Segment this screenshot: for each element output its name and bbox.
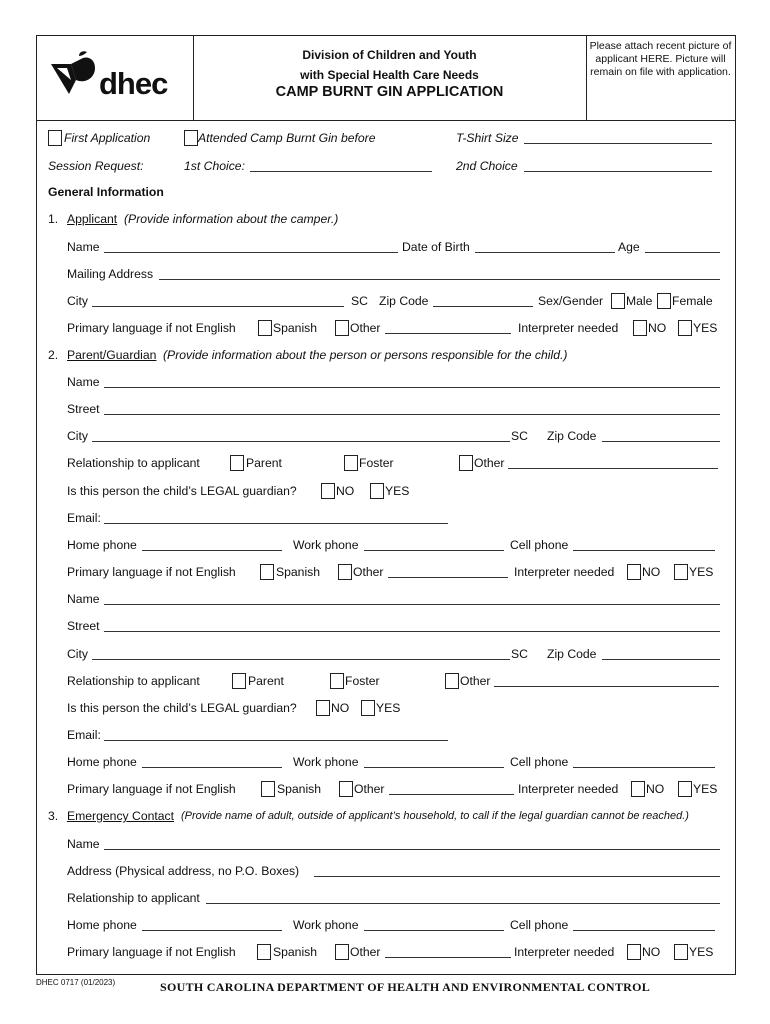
other-label: Other [350,945,381,959]
work-phone-label: Work phone [293,755,359,769]
guardian2-city-field[interactable] [92,659,510,660]
section-number: 3. [48,809,59,823]
emergency-address-field[interactable] [314,876,720,877]
yes-label: YES [689,945,714,959]
spanish-checkbox[interactable] [258,320,272,336]
female-checkbox[interactable] [657,293,671,309]
zip-field[interactable] [433,306,533,307]
other-language-checkbox[interactable] [339,781,353,797]
dob-label: Date of Birth [402,240,470,254]
mailing-field[interactable] [159,279,720,280]
guardian2-relationship-row [0,673,770,691]
female-label: Female [672,294,713,308]
foster-label: Foster [359,456,394,470]
name-label: Name [67,592,100,606]
other-label: Other [460,674,491,688]
interpreter-label: Interpreter needed [518,321,619,335]
emergency-heading-row [0,808,770,826]
legal-no-checkbox[interactable] [316,700,330,716]
guardian2-street-field[interactable] [104,631,720,632]
photo-attach-box[interactable]: Please attach recent picture of applicant HERE. Picture will remain on file with application. [589,40,732,78]
no-label: NO [648,321,667,335]
applicant-city-row [0,293,770,311]
division-title: Division of Children and Youth [302,48,477,62]
emergency-language-row [0,944,770,962]
other-language-checkbox[interactable] [335,320,349,336]
general-info-heading: General Information [48,185,164,199]
general-info-row [0,184,770,202]
cell-phone-label: Cell phone [510,918,569,932]
no-label: NO [331,701,350,715]
relationship-label: Relationship to applicant [67,891,200,905]
application-type-row [0,130,770,148]
section-number: 1. [48,212,59,226]
guardian2-email-field[interactable] [104,740,448,741]
guardian2-zip-field[interactable] [602,659,720,660]
other-relationship-checkbox[interactable] [445,673,459,689]
interpreter-label: Interpreter needed [514,565,615,579]
guardian1-name-field[interactable] [104,387,720,388]
guardian1-other-field[interactable] [508,468,718,469]
emergency-note: (Provide name of adult, outside of applicant’s household, to call if the legal guardian cannot be reached.) [181,810,689,822]
guardian1-phone-row [0,537,770,555]
logo-cell [37,36,194,120]
parent-label: Parent [248,674,284,688]
street-label: Street [67,402,100,416]
other-language-field[interactable] [385,333,511,334]
no-label: NO [646,782,665,796]
language-label: Primary language if not English [67,782,236,796]
emergency-relationship-row [0,890,770,908]
yes-label: YES [693,782,718,796]
age-field[interactable] [645,252,720,253]
applicant-heading-row [0,211,770,229]
form-header [37,36,735,121]
first-choice-label: 1st Choice: [184,159,245,173]
emergency-work-phone-field[interactable] [364,930,504,931]
state-label: SC [511,647,528,661]
guardian1-city-row [0,428,770,446]
no-label: NO [642,945,661,959]
guardian1-street-row [0,401,770,419]
relationship-label: Relationship to applicant [67,456,200,470]
first-application-checkbox[interactable] [48,130,62,146]
interpreter-yes-checkbox[interactable] [674,564,688,580]
relationship-label: Relationship to applicant [67,674,200,688]
attended-before-label: Attended Camp Burnt Gin before [198,131,376,145]
cell-phone-label: Cell phone [510,538,569,552]
guardian1-street-field[interactable] [104,414,720,415]
dhec-logo-text: dhec [99,66,168,101]
yes-label: YES [693,321,718,335]
foster-checkbox[interactable] [344,455,358,471]
first-choice-field[interactable] [250,171,432,172]
spanish-checkbox[interactable] [261,781,275,797]
city-label: City [67,429,88,443]
guardian2-phone-row [0,754,770,772]
legal-yes-checkbox[interactable] [361,700,375,716]
emergency-cell-phone-field[interactable] [573,930,715,931]
guardian1-city-field[interactable] [92,441,510,442]
other-language-checkbox[interactable] [335,944,349,960]
zip-label: Zip Code [547,647,597,661]
guardian1-legal-row [0,483,770,501]
home-phone-label: Home phone [67,918,137,932]
guardian1-home-phone-field[interactable] [142,550,282,551]
zip-label: Zip Code [547,429,597,443]
emergency-address-row [0,863,770,881]
spanish-label: Spanish [273,321,318,335]
spanish-checkbox[interactable] [257,944,271,960]
guardian2-other-field[interactable] [494,686,719,687]
emergency-home-phone-field[interactable] [142,930,282,931]
legal-yes-checkbox[interactable] [370,483,384,499]
applicant-note: (Provide information about the camper.) [124,212,339,226]
dob-field[interactable] [475,252,615,253]
interpreter-yes-checkbox[interactable] [678,320,692,336]
parent-checkbox[interactable] [232,673,246,689]
session-row [0,158,770,176]
emergency-other-language-field[interactable] [385,957,511,958]
applicant-name-row [0,239,770,257]
emergency-name-row [0,836,770,854]
foster-label: Foster [345,674,380,688]
sex-label: Sex/Gender [538,294,604,308]
interpreter-label: Interpreter needed [514,945,615,959]
spanish-label: Spanish [277,782,322,796]
state-label: SC [511,429,528,443]
email-label: Email: [67,511,101,525]
other-label: Other [350,321,381,335]
no-label: NO [642,565,661,579]
emergency-heading: Emergency Contact [67,809,175,823]
guardian2-legal-row [0,700,770,718]
interpreter-no-checkbox[interactable] [627,944,641,960]
other-label: Other [353,565,384,579]
yes-label: YES [385,484,410,498]
guardian2-email-row [0,727,770,745]
spanish-label: Spanish [273,945,318,959]
cell-phone-label: Cell phone [510,755,569,769]
work-phone-label: Work phone [293,538,359,552]
other-language-checkbox[interactable] [338,564,352,580]
attended-before-checkbox[interactable] [184,130,198,146]
interpreter-no-checkbox[interactable] [627,564,641,580]
parent-label: Parent [246,456,282,470]
guardian2-language-row [0,781,770,799]
yes-label: YES [689,565,714,579]
zip-label: Zip Code [379,294,429,308]
spanish-checkbox[interactable] [260,564,274,580]
other-relationship-checkbox[interactable] [459,455,473,471]
guardian1-name-row [0,374,770,392]
guardian1-relationship-row [0,455,770,473]
guardian1-work-phone-field[interactable] [364,550,504,551]
interpreter-yes-checkbox[interactable] [678,781,692,797]
male-label: Male [626,294,653,308]
interpreter-label: Interpreter needed [518,782,619,796]
name-label: Name [67,240,100,254]
guardian-heading-row [0,347,770,365]
applicant-name-field[interactable] [104,252,398,253]
interpreter-yes-checkbox[interactable] [674,944,688,960]
home-phone-label: Home phone [67,755,137,769]
guardian2-name-field[interactable] [104,604,720,605]
address-label: Address (Physical address, no P.O. Boxes) [67,864,300,878]
division-subtitle: with Special Health Care Needs [300,68,479,82]
foster-checkbox[interactable] [330,673,344,689]
guardian2-name-row [0,591,770,609]
work-phone-label: Work phone [293,918,359,932]
state-label: SC [351,294,368,308]
other-label: Other [354,782,385,796]
form-id: DHEC 0717 (01/2023) [36,978,116,987]
street-label: Street [67,619,100,633]
guardian2-work-phone-field[interactable] [364,767,504,768]
language-label: Primary language if not English [67,565,236,579]
guardian1-other-language-field[interactable] [388,577,508,578]
guardian2-cell-phone-field[interactable] [573,767,715,768]
emergency-phone-row [0,917,770,935]
legal-no-checkbox[interactable] [321,483,335,499]
mailing-label: Mailing Address [67,267,154,281]
guardian1-email-row [0,510,770,528]
guardian1-email-field[interactable] [104,523,448,524]
section-number: 2. [48,348,59,362]
home-phone-label: Home phone [67,538,137,552]
form-title: CAMP BURNT GIN APPLICATION [275,84,504,100]
applicant-heading: Applicant [67,212,118,226]
session-request-label: Session Request: [48,159,144,173]
age-label: Age [618,240,640,254]
guardian1-zip-field[interactable] [602,441,720,442]
interpreter-no-checkbox[interactable] [631,781,645,797]
guardian-heading: Parent/Guardian [67,348,157,362]
legal-guardian-label: Is this person the child’s LEGAL guardian? [67,701,297,715]
application-form [36,35,736,975]
guardian1-cell-phone-field[interactable] [573,550,715,551]
spanish-label: Spanish [276,565,321,579]
second-choice-label: 2nd Choice [456,159,518,173]
city-label: City [67,294,88,308]
first-application-label: First Application [64,131,151,145]
guardian2-home-phone-field[interactable] [142,767,282,768]
guardian1-language-row [0,564,770,582]
applicant-language-row [0,320,770,338]
guardian2-other-language-field[interactable] [389,794,514,795]
guardian2-street-row [0,618,770,636]
name-label: Name [67,375,100,389]
agency-name: SOUTH CAROLINA DEPARTMENT OF HEALTH AND ENVIRONMENTAL CONTROL [160,980,651,994]
city-field[interactable] [92,306,344,307]
name-label: Name [67,837,100,851]
language-label: Primary language if not English [67,321,236,335]
second-choice-field[interactable] [524,171,712,172]
interpreter-no-checkbox[interactable] [633,320,647,336]
title-cell [193,36,587,120]
guardian-note: (Provide information about the person or persons responsible for the child.) [163,348,568,362]
yes-label: YES [376,701,401,715]
legal-guardian-label: Is this person the child’s LEGAL guardian? [67,484,297,498]
no-label: NO [336,484,355,498]
tshirt-label: T-Shirt Size [456,131,519,145]
parent-checkbox[interactable] [230,455,244,471]
tshirt-field[interactable] [524,143,712,144]
other-label: Other [474,456,505,470]
language-label: Primary language if not English [67,945,236,959]
emergency-relationship-field[interactable] [206,903,720,904]
male-checkbox[interactable] [611,293,625,309]
guardian2-city-row [0,646,770,664]
email-label: Email: [67,728,101,742]
dhec-logo-icon [49,50,101,98]
city-label: City [67,647,88,661]
emergency-name-field[interactable] [104,849,720,850]
applicant-mailing-row [0,266,770,284]
